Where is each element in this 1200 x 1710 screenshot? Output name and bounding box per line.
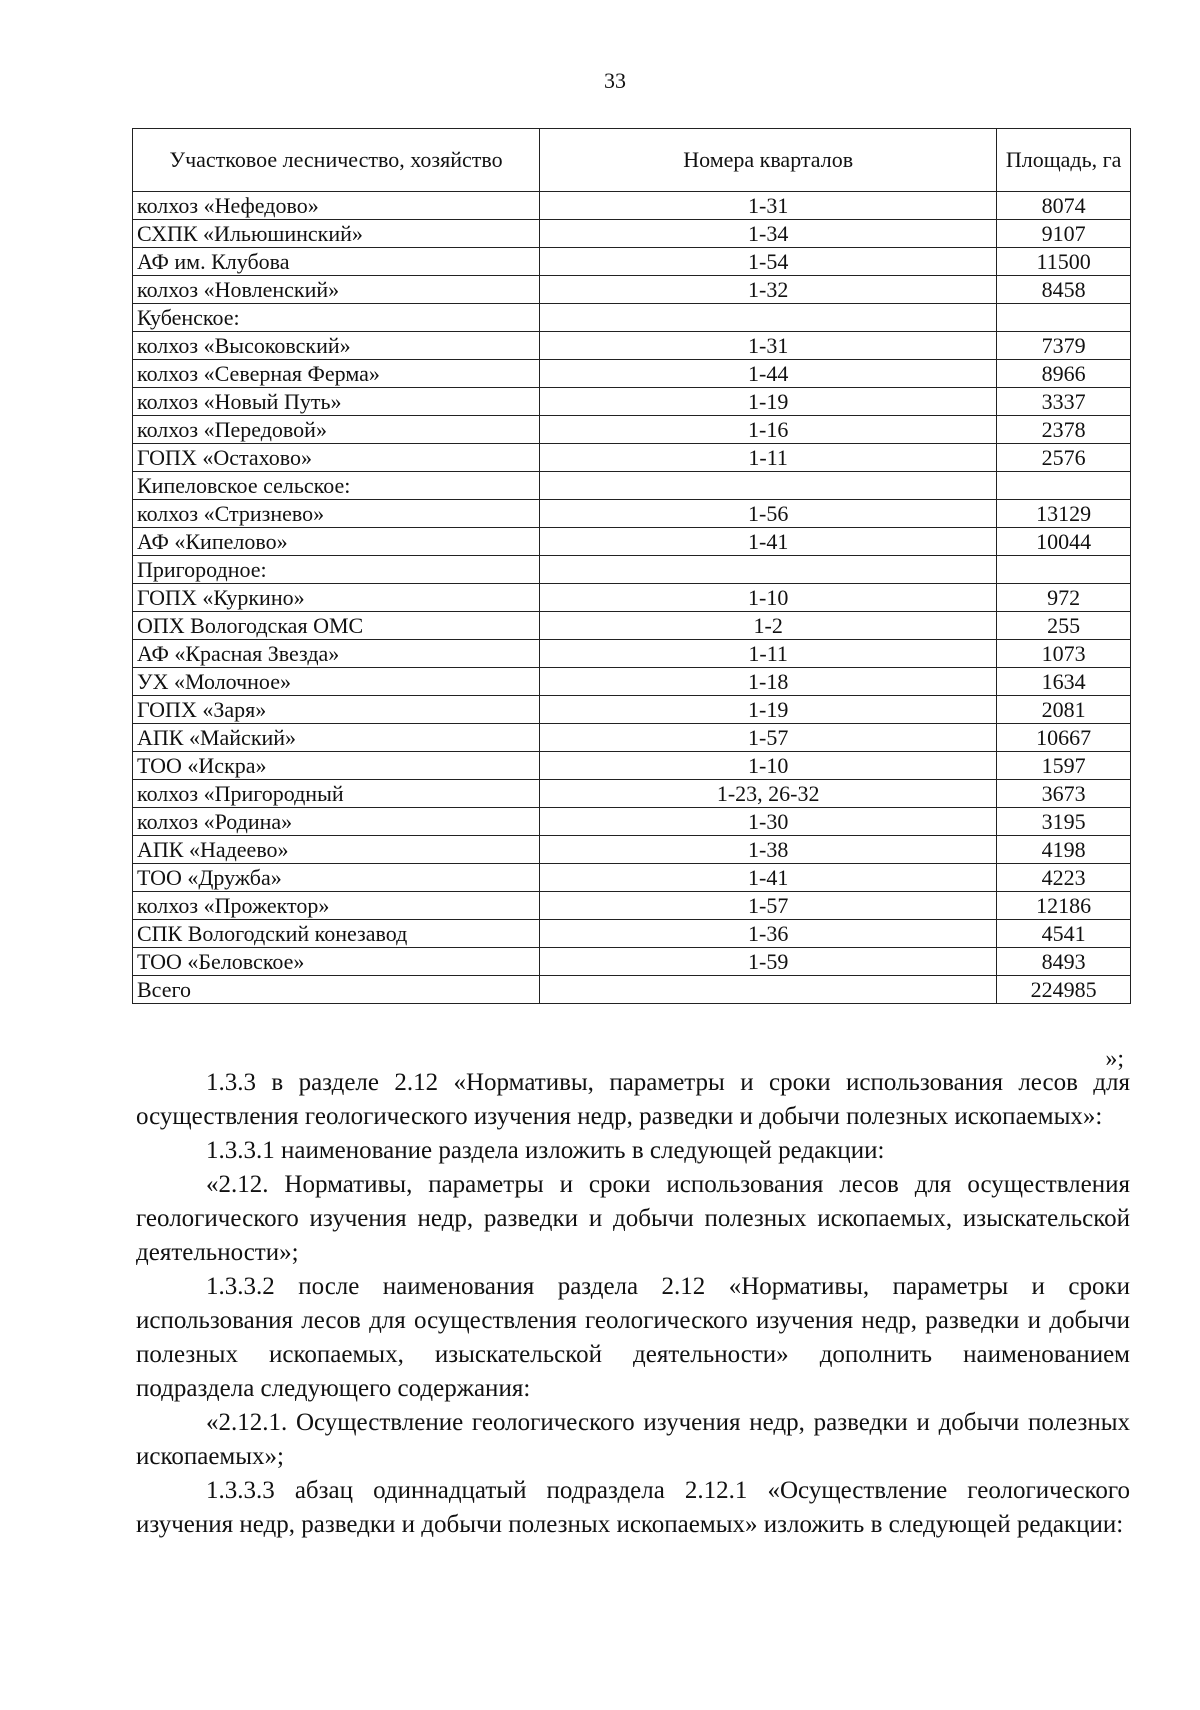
cell-forestry: колхоз «Северная Ферма» [133,360,540,388]
table-row [133,920,1131,948]
table-row [133,248,1131,276]
cell-area: 8458 [997,276,1131,304]
table-row [133,276,1131,304]
cell-area: 11500 [997,248,1131,276]
cell-area: 1597 [997,752,1131,780]
cell-quarters: 1-57 [540,892,997,920]
table-row [133,640,1131,668]
cell-area: 8966 [997,360,1131,388]
cell-forestry: АФ «Красная Звезда» [133,640,540,668]
cell-area: 10044 [997,528,1131,556]
cell-quarters [540,556,997,584]
cell-forestry: ОПХ Вологодская ОМС [133,612,540,640]
cell-quarters: 1-16 [540,416,997,444]
table-row [133,976,1131,1004]
cell-forestry: колхоз «Новый Путь» [133,388,540,416]
cell-forestry: колхоз «Высоковский» [133,332,540,360]
cell-quarters: 1-11 [540,444,997,472]
table-row [133,864,1131,892]
table-row [133,724,1131,752]
cell-quarters: 1-41 [540,864,997,892]
cell-forestry: колхоз «Нефедово» [133,192,540,220]
table-row [133,360,1131,388]
cell-quarters [540,976,997,1004]
cell-quarters: 1-23, 26-32 [540,780,997,808]
cell-forestry: ТОО «Дружба» [133,864,540,892]
table-row [133,332,1131,360]
cell-quarters: 1-41 [540,528,997,556]
body-text [136,1066,1130,1542]
table-row [133,444,1131,472]
cell-quarters: 1-57 [540,724,997,752]
cell-forestry: ГОПХ «Заря» [133,696,540,724]
cell-forestry: СХПК «Ильюшинский» [133,220,540,248]
forestry-table [132,128,1131,1004]
table-row [133,500,1131,528]
cell-area: 4223 [997,864,1131,892]
cell-quarters [540,472,997,500]
cell-area: 3673 [997,780,1131,808]
cell-forestry: колхоз «Прожектор» [133,892,540,920]
cell-area: 9107 [997,220,1131,248]
cell-area: 10667 [997,724,1131,752]
cell-forestry: АФ им. Клубова [133,248,540,276]
cell-forestry: колхоз «Новленский» [133,276,540,304]
page-number: 33 [604,68,626,93]
cell-area: 8493 [997,948,1131,976]
cell-forestry: ГОПХ «Остахово» [133,444,540,472]
closing-quote: »; [1105,1046,1124,1072]
cell-area: 2081 [997,696,1131,724]
table-body [133,192,1131,1004]
cell-area: 13129 [997,500,1131,528]
cell-quarters: 1-54 [540,248,997,276]
cell-quarters: 1-18 [540,668,997,696]
cell-quarters: 1-32 [540,276,997,304]
table-row [133,416,1131,444]
cell-quarters: 1-2 [540,612,997,640]
cell-forestry: Всего [133,976,540,1004]
table-header-row [133,129,1131,192]
paragraph-2-12-1-title: «2.12.1. Осуществление геологического изучения недр, разведки и добычи полезных ископаемых»; [136,1409,1130,1470]
cell-area: 3195 [997,808,1131,836]
cell-area: 4198 [997,836,1131,864]
cell-quarters [540,304,997,332]
cell-quarters: 1-38 [540,836,997,864]
table-row [133,528,1131,556]
cell-area: 1073 [997,640,1131,668]
table-row [133,696,1131,724]
table-row [133,192,1131,220]
cell-forestry: АФ «Кипелово» [133,528,540,556]
cell-area [997,472,1131,500]
cell-quarters: 1-31 [540,192,997,220]
cell-forestry: Кубенское: [133,304,540,332]
cell-quarters: 1-56 [540,500,997,528]
paragraph-1-3-3-3: 1.3.3.3 абзац одиннадцатый подраздела 2.12.1 «Осуществление геологического изучения недр, разведки и добычи полезных ископаемых» изложить в следующей редакции: [136,1477,1130,1538]
paragraph-1-3-3-1: 1.3.3.1 наименование раздела изложить в следующей редакции: [206,1137,885,1164]
cell-area: 7379 [997,332,1131,360]
cell-area: 224985 [997,976,1131,1004]
cell-forestry: УХ «Молочное» [133,668,540,696]
header-quarters: Номера кварталов [540,129,997,192]
cell-quarters: 1-11 [540,640,997,668]
table-row [133,780,1131,808]
cell-quarters: 1-31 [540,332,997,360]
paragraph-1-3-3-2: 1.3.3.2 после наименования раздела 2.12 «Нормативы, параметры и сроки использования лесов для осуществления геологического изучения недр, разведки и добычи полезных ископаемых, изыскательской деятельности» дополнить наименованием подраздела следующего содержания: [136,1273,1130,1402]
cell-area: 255 [997,612,1131,640]
paragraph-2-12-title: «2.12. Нормативы, параметры и сроки использования лесов для осуществления геологического изучения недр, разведки и добычи полезных ископаемых, изыскательской деятельности»; [136,1171,1130,1266]
cell-forestry: колхоз «Стризнево» [133,500,540,528]
cell-area: 8074 [997,192,1131,220]
cell-area: 12186 [997,892,1131,920]
cell-forestry: колхоз «Родина» [133,808,540,836]
table-row [133,388,1131,416]
cell-forestry: колхоз «Пригородный [133,780,540,808]
table-row [133,612,1131,640]
cell-area [997,556,1131,584]
cell-quarters: 1-10 [540,752,997,780]
cell-quarters: 1-34 [540,220,997,248]
table-row [133,892,1131,920]
cell-quarters: 1-44 [540,360,997,388]
cell-quarters: 1-19 [540,388,997,416]
cell-quarters: 1-59 [540,948,997,976]
cell-quarters: 1-30 [540,808,997,836]
cell-forestry: ГОПХ «Куркино» [133,584,540,612]
header-forestry: Участковое лесничество, хозяйство [133,129,540,192]
cell-area: 972 [997,584,1131,612]
table-row [133,836,1131,864]
table-row [133,472,1131,500]
cell-quarters: 1-19 [540,696,997,724]
table-row [133,304,1131,332]
table-row [133,556,1131,584]
cell-area: 2576 [997,444,1131,472]
cell-forestry: АПК «Майский» [133,724,540,752]
cell-quarters: 1-36 [540,920,997,948]
cell-forestry: АПК «Надеево» [133,836,540,864]
cell-forestry: колхоз «Передовой» [133,416,540,444]
cell-area: 1634 [997,668,1131,696]
table-row [133,752,1131,780]
cell-area [997,304,1131,332]
cell-quarters: 1-10 [540,584,997,612]
table-row [133,584,1131,612]
header-area: Площадь, га [997,129,1131,192]
table-row [133,948,1131,976]
cell-forestry: ТОО «Искра» [133,752,540,780]
table-row [133,220,1131,248]
cell-area: 3337 [997,388,1131,416]
table-row [133,808,1131,836]
cell-forestry: Пригородное: [133,556,540,584]
cell-forestry: СПК Вологодский конезавод [133,920,540,948]
cell-area: 2378 [997,416,1131,444]
cell-forestry: Кипеловское сельское: [133,472,540,500]
cell-area: 4541 [997,920,1131,948]
cell-forestry: ТОО «Беловское» [133,948,540,976]
table-row [133,668,1131,696]
paragraph-1-3-3: 1.3.3 в разделе 2.12 «Нормативы, параметры и сроки использования лесов для осуществления геологического изучения недр, разведки и добычи полезных ископаемых»: [136,1069,1130,1130]
